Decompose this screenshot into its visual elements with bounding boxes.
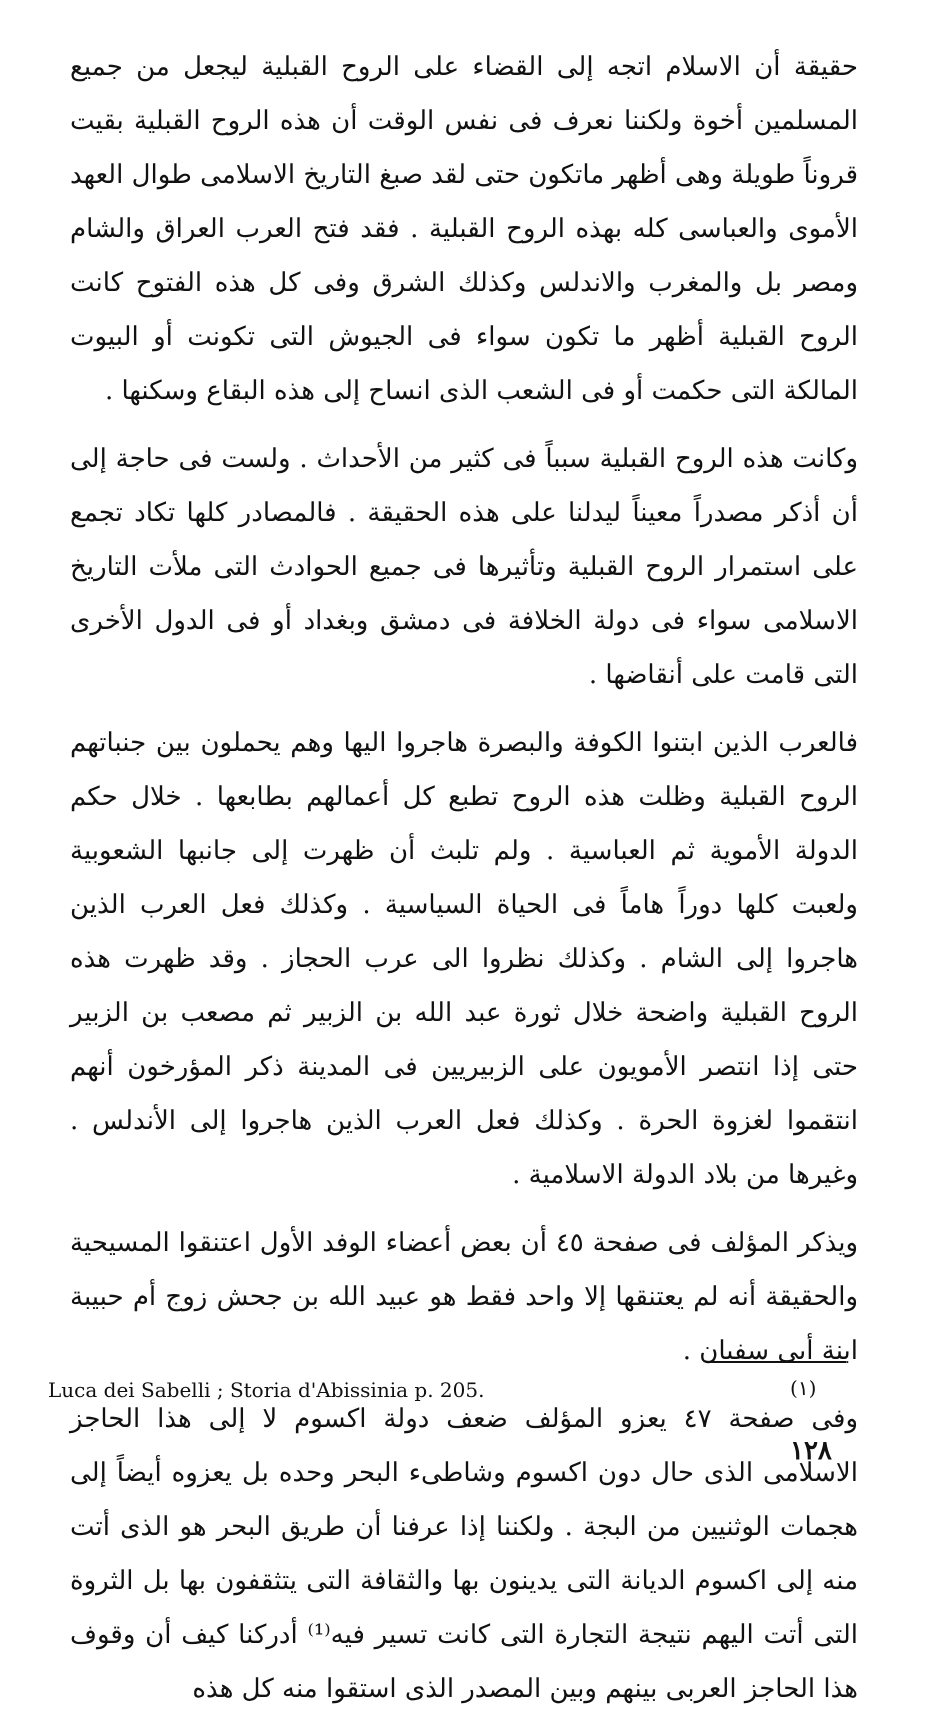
paragraph-2: وكانت هذه الروح القبلية سبباً فى كثير من الأحداث . ولست فى حاجة إلى أن أذكر مصدراً معيناً ليدلنا على هذه الحقيقة . فالمصادر كلها تكاد تجمع على استمرار الروح القبلية وتأثيرها فى جميع الحوادث التى ملأت التاريخ الاسلامى سواء فى دولة الخلافة فى دمشق وبغداد أو فى الدول الأخرى التى قامت على أنقاضها . [70,444,858,690]
paragraph-4: ويذكر المؤلف فى صفحة ٤٥ أن بعض أعضاء الوفد الأول اعتنقوا المسيحية والحقيقة أنه لم يعتنقها إلا واحد فقط هو عبيد الله بن جحش زوج أم حبيبة ابنة أبى سفيان . [70,1228,859,1366]
paragraph-1: حقيقة أن الاسلام اتجه إلى القضاء على الروح القبلية ليجعل من جميع المسلمين أخوة ولكننا نعرف فى نفس الوقت أن هذه الروح القبلية بقيت قروناً طويلة وهى أظهر ماتكون حتى لقد صبغ التاريخ الاسلامى طوال العهد الأموى والعباسى كله بهذه الروح القبلية . فقد فتح العرب العراق والشام ومصر بل والمغرب والاندلس وكذلك الشرق وفى كل هذه الفتوح كانت الروح القبلية أظهر ما تكون سواء فى الجيوش التى تكونت أو البيوت المالكة التى حكمت أو فى الشعب الذى انساح إلى هذه البقاع وسكنها . [70,52,858,406]
page-number: ١٢٨ [790,1436,832,1466]
paragraph-3: فالعرب الذين ابتنوا الكوفة والبصرة هاجروا اليها وهم يحملون بين جنباتهم الروح القبلية وظلت هذه الروح تطبع كل أعمالهم بطابعها . خلال حكم الدولة الأموية ثم العباسية . ولم تلبث أن ظهرت إلى جانبها الشعوبية ولعبت كلها دوراً هاماً فى الحياة السياسية . وكذلك فعل العرب الذين هاجروا إلى الشام . وكذلك نظروا الى عرب الحجاز . وقد ظهرت هذه الروح القبلية واضحة خلال ثورة عبد الله بن الزبير ثم مصعب بن الزبير حتى إذا انتصر الأمويون على الزبيريين فى المدينة ذكر المؤرخون أنهم انتقموا لغزوة الحرة . وكذلك فعل العرب الذين هاجروا إلى الأندلس . وغيرها من بلاد الدولة الاسلامية . [70,728,858,1190]
footnote-divider [706,1361,846,1363]
paragraph-5: وفى صفحة ٤٧ يعزو المؤلف ضعف دولة اكسوم لا إلى هذا الحاجز الاسلامى الذى حال دون اكسوم وشاطىء البحر وحده بل يعزوه أيضاً إلى هجمات الوثنيين من البجة . ولكننا إذا عرفنا أن طريق البحر هو الذى أتت منه إلى اكسوم الديانة التى يدينون بها والثقافة التى يتثقفون بها بل الثروة التى أتت اليهم نتيجة التجارة التى كانت تسير فيه⁽¹⁾ أدركنا كيف أن وقوف هذا الحاجز العربى بينهم وبين المصدر الذى استقوا منه كل هذه [70,1404,858,1704]
footnote-marker: (١) [790,1376,817,1400]
footnote-text: Luca dei Sabelli ; Storia d'Abissinia p. 205. [48,1378,485,1402]
body-text [70,40,858,1716]
